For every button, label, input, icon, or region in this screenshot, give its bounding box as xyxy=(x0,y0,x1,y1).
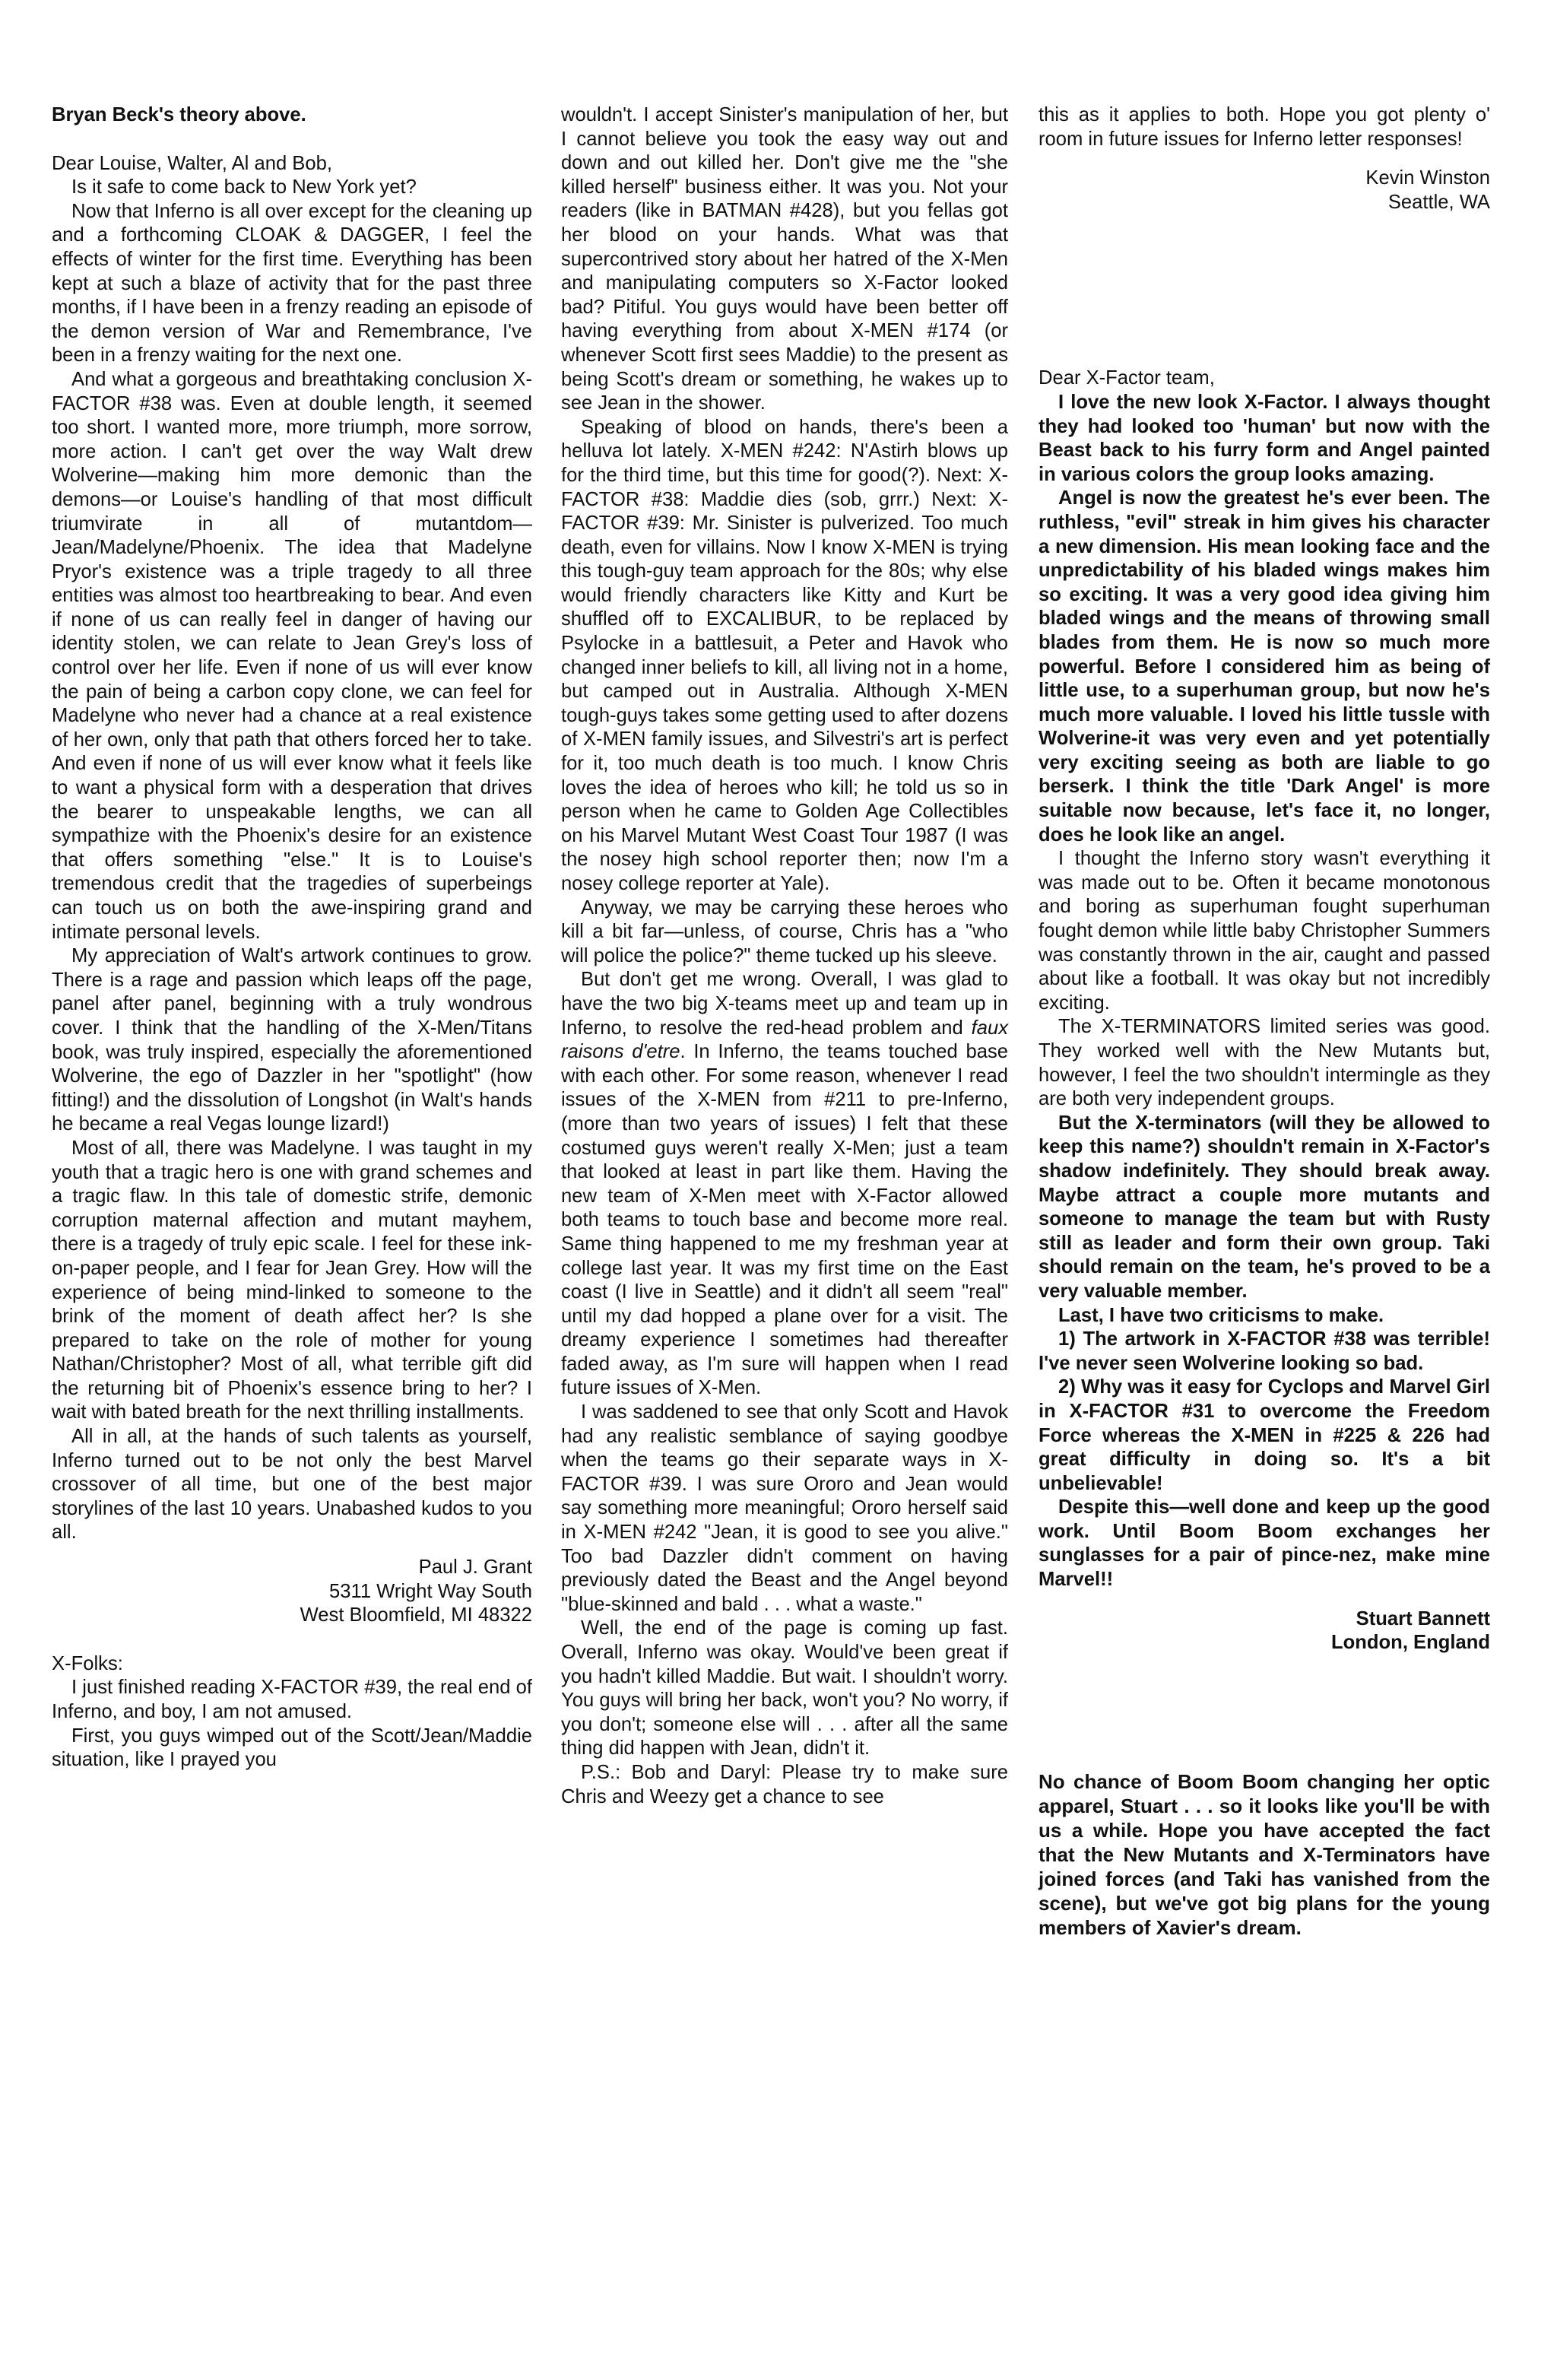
letter-paragraph: Angel is now the greatest he's ever been. The ruthless, "evil" streak in him gives his character a new dimension. His mean looking face and the unpredictability of his bladed wings makes him so exciting. It was a very good idea giving him bladed wings and the means of throwing small blades from them. He is now so much more powerful. Before I considered him as being of little use, to a superhuman group, but now he's much more valuable. I loved his little tussle with Wolverine-it was very even and yet potentially very exciting seeing as both are liable to go berserk. I think the title 'Dark Angel' is more suitable now because, let's face it, no longer, does he look like an angel. xyxy=(1039,487,1490,846)
letter-signature-name: Paul J. Grant xyxy=(418,1557,532,1579)
letter-signature-name: Kevin Winston xyxy=(1365,167,1490,189)
text-run: But don't get me wrong. Overall, I was glad to have the two big X-teams meet up and team up in Inferno, to resolve the red-head problem and xyxy=(561,969,1008,1039)
bold-letter xyxy=(1039,1112,1490,1655)
letter-paragraph: 2) Why was it easy for Cyclops and Marvel Girl in X-FACTOR #31 to overcome the Freedom Force whereas the X-MEN in #225 & 226 had great difficulty in doing so. It's a bit unbelievable! xyxy=(1039,1376,1490,1494)
letter-paragraph: Is it safe to come back to New York yet? xyxy=(71,176,417,198)
letter-paragraph: I just finished reading X-FACTOR #39, the real end of Inferno, and boy, I am not amused. xyxy=(52,1677,532,1722)
letter-salutation: X-Folks: xyxy=(52,1652,123,1674)
letter-salutation: Dear Louise, Walter, Al and Bob, xyxy=(52,152,332,174)
letter-signature-city: London, England xyxy=(1331,1632,1490,1654)
letter-paragraph: I love the new look X-Factor. I always thought they had looked too 'human' but now with the Beast back to his furry form and Angel painted in various colors the group looks amazing. xyxy=(1039,391,1490,485)
letter-signature-address: 5311 Wright Way South xyxy=(329,1580,532,1602)
letter-paragraph: I was saddened to see that only Scott and Havok had any realistic semblance of saying goodbye when the teams go their separate ways in X-FACTOR #39. I was sure Ororo and Jean would say something more meaningful; Ororo herself said in X-MEN #242 "Jean, it is good to see you alive." Too bad Dazzler didn't comment on having previously dated the Beast and the Angel beyond "blue-skinned and bald . . . what a waste." xyxy=(561,1401,1008,1615)
letter-paragraph: Most of all, there was Madelyne. I was taught in my youth that a tragic hero is one with grand schemes and a tragic flaw. In this tale of domestic strife, demonic corruption maternal affection and mutant mayhem, there is a tragedy of truly epic scale. I feel for these ink-on-paper people, and I fear for Jean Grey. How will the experience of being mind-linked to someone to the brink of the moment of death affect her? Is she prepared to take on the role of mother for young Nathan/Christopher? Most of all, what terrible gift did the returning bit of Phoenix's essence bring to her? I wait with bated breath for the next thrilling installments. xyxy=(52,1137,532,1423)
letter-paragraph: Now that Inferno is all over except for the cleaning up and a forthcoming CLOAK & DAGGER, I feel the effects of winter for the first time. Everything has been kept at such a blaze of activity that for the past three months, if I have been in a frenzy reading an episode of the demon version of War and Remembrance, I've been in a frenzy waiting for the next one. xyxy=(52,200,532,367)
letter-paragraph xyxy=(561,968,1008,1401)
column-2 xyxy=(561,103,1008,1809)
text-run: . In Inferno, the teams touched base with each other. For some reason, whenever I read issues of the X-MEN from #211 to pre-Inferno, (more than two years of issues) I felt that these costumed guys weren't really X-Men; just a team that looked at least in part like them. Having the new team of X-Men meet with X-Factor allowed both teams to touch base and become more real. Same thing happened to me my freshman year at college last year. It was my first time on the East coast (I live in Seattle) and it didn't all seem "real" until my dad hopped a plane over for a visit. The dreamy experience I sometimes had thereafter faded away, as I'm sure will happen when I read future issues of X-Men. xyxy=(561,1041,1008,1399)
letter-paragraph: Speaking of blood on hands, there's been a helluva lot lately. X-MEN #242: N'Astirh blows up for the third time, but this time for good(?). Next: X-FACTOR #38: Maddie dies (sob, grrr.) Next: X-FACTOR #39: Mr. Sinister is pulverized. Too much death, even for villains. Now I know X-MEN is trying this tough-guy team approach for the 80s; why else would friendly characters like Kitty and Kurt be shuffled off to EXCALIBUR, to be replaced by Psylocke in a battlesuit, a Peter and Havok who changed inner beliefs to kill, all living not in a home, but camped out in Australia. Although X-MEN tough-guys takes some getting used to after dozens of X-MEN family issues, and Silvestri's art is perfect for it, too much death is too much. I know Chris loves the idea of heroes who kill; he told us so in person when he came to Golden Age Collectibles on his Marvel Mutant West Coast Tour 1987 (I was the nosey high school reporter then; now I'm a nosey college reporter at Yale). xyxy=(561,416,1008,894)
italic-phrase: faux raisons d'etre xyxy=(561,1017,1008,1063)
column-3 xyxy=(1039,103,1490,1940)
letter-paragraph: But the X-terminators (will they be allowed to keep this name?) shouldn't remain in X-Factor's shadow indefinitely. They should break away. Maybe attract a couple more mutants and someone to manage the team but with Rusty still as leader and form their own group. Taki should remain on the team, he's proved to be a very valuable member. xyxy=(1039,1112,1490,1302)
letter-paragraph: I thought the Inferno story wasn't everything it was made out to be. Often it became monotonous and boring as superhuman fought superhuman fought demon while little baby Christopher Summers was constantly thrown in the air, caught and passed about like a football. It was okay but not incredibly exciting. xyxy=(1039,848,1490,1014)
column-1 xyxy=(52,103,532,1772)
letter-paragraph: Last, I have two criticisms to make. xyxy=(1058,1304,1384,1326)
letter-paragraph: P.S.: Bob and Daryl: Please try to make sure Chris and Weezy get a chance to see xyxy=(561,1761,1008,1807)
letter-paragraph: this as it applies to both. Hope you got plenty o' room in future issues for Inferno letter responses! xyxy=(1039,104,1490,150)
column-heading: Bryan Beck's theory above. xyxy=(52,104,306,125)
letter-paragraph: wouldn't. I accept Sinister's manipulation of her, but I cannot believe you took the easy way out and down and out killed her. Don't give me the "she killed herself" business either. It was you. Not your readers (like in BATMAN #428), but you fellas got her blood on your hands. What was that supercontrived story about her hatred of the X-Men and manipulating computers so X-Factor looked bad? Pitiful. You guys would have been better off having everything from about X-MEN #174 (or whenever Scott first sees Maddie) to the present as being Scott's dream or something, he wakes up to see Jean in the shower. xyxy=(561,104,1008,414)
letter-paragraph: And what a gorgeous and breathtaking conclusion X-FACTOR #38 was. Even at double length, it seemed too short. I wanted more, more triumph, more sorrow, more action. I can't get over the way Walt drew Wolverine—making him more demonic than the demons—or Louise's handling of that most difficult triumvirate in all of mutantdom—Jean/Madelyne/Phoenix. The idea that Madelyne Pryor's existence was a triple tragedy to all three entities was almost too heartbreaking to bear. And even if none of us can really feel in danger of having our identity stolen, we can relate to Jean Grey's loss of control over her life. Even if none of us will ever know the pain of being a carbon copy clone, we can feel for Madelyne who never had a chance at a real existence of her own, only that path that others forced her to take. And even if none of us will ever know what it feels like to want a physical form with a desperation that drives the bearer to unspeakable lengths, we can all sympathize with the Phoenix's desire for an existence that offers something "else." It is to Louise's tremendous credit that the tragedies of superbeings can touch us on both the awe-inspiring grand and intimate personal levels. xyxy=(52,368,532,943)
letter-signature-city: West Bloomfield, MI 48322 xyxy=(300,1604,532,1626)
letter-signature-name: Stuart Bannett xyxy=(1356,1607,1490,1630)
letter-paragraph: Anyway, we may be carrying these heroes who kill a bit far—unless, of course, Chris has a "who will police the police?" theme tucked up his sleeve. xyxy=(561,896,1008,966)
letter-paragraph: Well, the end of the page is coming up fast. Overall, Inferno was okay. Would've been great if you hadn't killed Maddie. But wait. I shouldn't worry. You guys will bring her back, won't you? No worry, if you don't; someone else will . . . after all the same thing did happen with Jean, didn't it. xyxy=(561,1617,1008,1760)
letter-paragraph: All in all, at the hands of such talents as yourself, Inferno turned out to be not only the best Marvel crossover of all time, but one of the best major storylines of the last 10 years. Unabashed kudos to you all. xyxy=(52,1426,532,1544)
letter-salutation: Dear X-Factor team, xyxy=(1039,367,1215,389)
letter-paragraph: My appreciation of Walt's artwork continues to grow. There is a rage and passion which leaps off the page, panel after panel, beginning with a truly wondrous cover. I think that the handling of the X-Men/Titans book, was truly inspired, especially the aforementioned Wolverine, the ego of Dazzler in her "spotlight" (how fitting!) and the dissolution of Longshot (in Walt's hands he became a real Vegas lounge lizard!) xyxy=(52,945,532,1135)
letter-paragraph: First, you guys wimped out of the Scott/Jean/Maddie situation, like I prayed you xyxy=(52,1725,532,1771)
letter-signature-city: Seattle, WA xyxy=(1387,191,1490,213)
letter-paragraph: The X-TERMINATORS limited series was good. They worked well with the New Mutants but, however, I feel the two shouldn't intermingle as they are both very independent groups. xyxy=(1039,1016,1490,1110)
letter-paragraph: 1) The artwork in X-FACTOR #38 was terrible! I've never seen Wolverine looking so bad. xyxy=(1039,1328,1490,1374)
bold-letter xyxy=(1039,391,1490,847)
letter-paragraph: Despite this—well done and keep up the good work. Until Boom Boom exchanges her sunglasses for a pair of pince-nez, make mine Marvel!! xyxy=(1039,1496,1490,1591)
editor-reply: No chance of Boom Boom changing her optic apparel, Stuart . . . so it looks like you'll be with us a while. Hope you have accepted the fact that the New Mutants and X-Terminators have joined forces (and Taki has vanished from the scene), but we've got big plans for the young members of Xavier's dream. xyxy=(1039,1769,1490,1939)
